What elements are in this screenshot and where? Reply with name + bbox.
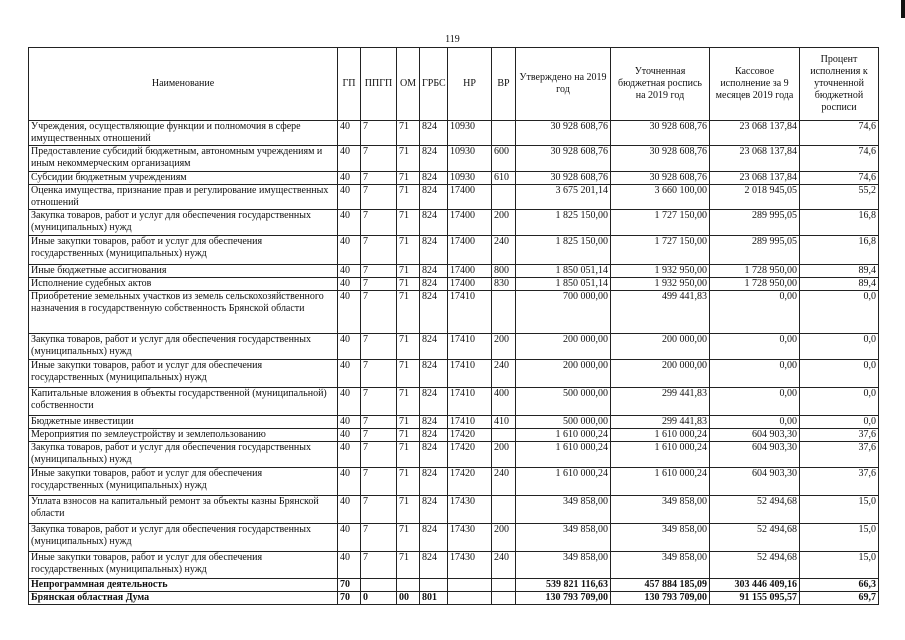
cell-vr: 200 (492, 210, 516, 236)
header-percent: Процент исполнения к уточненной бюджетной росписи (800, 48, 879, 121)
cell-name: Учреждения, осуществляющие функции и полномочия в сфере имущественных отношений (29, 121, 338, 146)
cell-ppgp: 7 (361, 146, 397, 172)
cell-name: Иные закупки товаров, работ и услуг для обеспечения государственных (муниципальных) нужд (29, 552, 338, 579)
cell-approved: 1 825 150,00 (516, 236, 611, 265)
cell-percent: 74,6 (800, 172, 879, 185)
header-name: Наименование (29, 48, 338, 121)
cell-grbs (420, 579, 448, 592)
cell-percent: 69,7 (800, 592, 879, 605)
cell-name: Капитальные вложения в объекты государственной (муниципальной) собственности (29, 388, 338, 416)
cell-approved: 3 675 201,14 (516, 185, 611, 210)
cell-nr: 17430 (448, 552, 492, 579)
cell-nr: 10930 (448, 172, 492, 185)
cell-cash: 604 903,30 (710, 442, 800, 468)
cell-percent: 37,6 (800, 429, 879, 442)
cell-name: Брянская областная Дума (29, 592, 338, 605)
cell-nr: 17400 (448, 265, 492, 278)
cell-percent: 0,0 (800, 416, 879, 429)
cell-ppgp: 7 (361, 278, 397, 291)
cell-vr (492, 579, 516, 592)
cell-cash: 0,00 (710, 388, 800, 416)
cell-refined: 1 727 150,00 (611, 236, 710, 265)
cell-gp: 40 (338, 388, 361, 416)
cell-nr: 17410 (448, 360, 492, 388)
cell-grbs: 824 (420, 360, 448, 388)
cell-nr: 17420 (448, 442, 492, 468)
cell-om: 71 (397, 236, 420, 265)
cell-name: Закупка товаров, работ и услуг для обеспечения государственных (муниципальных) нужд (29, 524, 338, 552)
cell-cash: 1 728 950,00 (710, 278, 800, 291)
cell-cash: 52 494,68 (710, 552, 800, 579)
table-row (29, 579, 879, 592)
cell-nr: 17400 (448, 210, 492, 236)
cell-om: 71 (397, 291, 420, 334)
cell-gp: 40 (338, 524, 361, 552)
cell-approved: 200 000,00 (516, 334, 611, 360)
cell-om: 71 (397, 496, 420, 524)
cell-ppgp: 7 (361, 552, 397, 579)
cell-om: 71 (397, 121, 420, 146)
cell-percent: 74,6 (800, 146, 879, 172)
cell-ppgp: 7 (361, 416, 397, 429)
cell-grbs: 824 (420, 334, 448, 360)
cell-vr: 240 (492, 236, 516, 265)
cell-percent: 0,0 (800, 291, 879, 334)
cell-name: Закупка товаров, работ и услуг для обеспечения государственных (муниципальных) нужд (29, 210, 338, 236)
cell-nr (448, 579, 492, 592)
cell-ppgp: 7 (361, 524, 397, 552)
cell-percent: 0,0 (800, 334, 879, 360)
table-row (29, 121, 879, 146)
cell-grbs: 824 (420, 429, 448, 442)
cell-approved: 1 610 000,24 (516, 468, 611, 496)
cell-name: Приобретение земельных участков из земель сельскохозяйственного назначения в государственную собственность Брянской области (29, 291, 338, 334)
cell-percent: 89,4 (800, 278, 879, 291)
cell-om: 71 (397, 185, 420, 210)
cell-name: Непрограммная деятельность (29, 579, 338, 592)
table-row (29, 496, 879, 524)
cell-refined: 1 932 950,00 (611, 278, 710, 291)
cell-cash: 23 068 137,84 (710, 172, 800, 185)
cell-cash: 0,00 (710, 360, 800, 388)
cell-name: Предоставление субсидий бюджетным, автономным учреждениям и иным некоммерческим организациям (29, 146, 338, 172)
cell-refined: 299 441,83 (611, 388, 710, 416)
table-row (29, 416, 879, 429)
cell-gp: 40 (338, 442, 361, 468)
cell-gp: 40 (338, 496, 361, 524)
cell-om: 71 (397, 146, 420, 172)
table-row (29, 236, 879, 265)
cell-nr (448, 592, 492, 605)
cell-cash: 604 903,30 (710, 429, 800, 442)
cell-percent: 37,6 (800, 442, 879, 468)
cell-om: 71 (397, 468, 420, 496)
cell-vr: 240 (492, 468, 516, 496)
cell-gp: 40 (338, 416, 361, 429)
cell-percent: 66,3 (800, 579, 879, 592)
cell-cash: 0,00 (710, 291, 800, 334)
cell-ppgp: 7 (361, 442, 397, 468)
cell-gp: 40 (338, 468, 361, 496)
cell-vr: 610 (492, 172, 516, 185)
cell-gp: 40 (338, 121, 361, 146)
cell-name: Оценка имущества, признание прав и регулирование имущественных отношений (29, 185, 338, 210)
cell-gp: 40 (338, 334, 361, 360)
budget-table (28, 47, 879, 605)
cell-approved: 1 850 051,14 (516, 278, 611, 291)
cell-gp: 40 (338, 146, 361, 172)
cell-grbs: 824 (420, 185, 448, 210)
cell-om: 71 (397, 524, 420, 552)
cell-om: 71 (397, 416, 420, 429)
cell-nr: 17400 (448, 185, 492, 210)
cell-refined: 1 932 950,00 (611, 265, 710, 278)
cell-gp: 40 (338, 236, 361, 265)
cell-ppgp (361, 579, 397, 592)
cell-refined: 299 441,83 (611, 416, 710, 429)
cell-vr (492, 291, 516, 334)
cell-refined: 30 928 608,76 (611, 172, 710, 185)
cell-vr (492, 592, 516, 605)
cell-ppgp: 7 (361, 468, 397, 496)
cell-vr: 830 (492, 278, 516, 291)
cell-percent: 37,6 (800, 468, 879, 496)
header-om: ОМ (397, 48, 420, 121)
cell-grbs: 824 (420, 210, 448, 236)
cell-om: 71 (397, 552, 420, 579)
cell-om: 71 (397, 172, 420, 185)
cell-ppgp: 7 (361, 121, 397, 146)
cell-approved: 349 858,00 (516, 552, 611, 579)
cell-cash: 52 494,68 (710, 496, 800, 524)
table-row (29, 278, 879, 291)
cell-gp: 40 (338, 185, 361, 210)
cell-refined: 1 727 150,00 (611, 210, 710, 236)
cell-cash: 23 068 137,84 (710, 121, 800, 146)
header-vr: ВР (492, 48, 516, 121)
cell-refined: 30 928 608,76 (611, 121, 710, 146)
cell-om: 71 (397, 210, 420, 236)
cell-nr: 10930 (448, 121, 492, 146)
header-gp: ГП (338, 48, 361, 121)
cell-grbs: 824 (420, 524, 448, 552)
table-row (29, 210, 879, 236)
cell-percent: 55,2 (800, 185, 879, 210)
cell-ppgp: 7 (361, 172, 397, 185)
cell-refined: 30 928 608,76 (611, 146, 710, 172)
table-row (29, 185, 879, 210)
table-row (29, 291, 879, 334)
cell-gp: 70 (338, 579, 361, 592)
cell-cash: 289 995,05 (710, 210, 800, 236)
cell-refined: 1 610 000,24 (611, 429, 710, 442)
cell-gp: 40 (338, 265, 361, 278)
cell-nr: 17410 (448, 388, 492, 416)
cell-ppgp: 0 (361, 592, 397, 605)
cell-gp: 40 (338, 278, 361, 291)
cell-approved: 349 858,00 (516, 524, 611, 552)
cell-grbs: 824 (420, 388, 448, 416)
cell-name: Иные закупки товаров, работ и услуг для обеспечения государственных (муниципальных) нужд (29, 236, 338, 265)
cell-grbs: 824 (420, 146, 448, 172)
cell-om (397, 579, 420, 592)
table-row (29, 442, 879, 468)
cell-ppgp: 7 (361, 265, 397, 278)
cell-percent: 0,0 (800, 388, 879, 416)
cell-refined: 3 660 100,00 (611, 185, 710, 210)
table-row (29, 388, 879, 416)
cell-name: Закупка товаров, работ и услуг для обеспечения государственных (муниципальных) нужд (29, 442, 338, 468)
cell-nr: 17430 (448, 524, 492, 552)
cell-percent: 16,8 (800, 210, 879, 236)
cell-nr: 17420 (448, 429, 492, 442)
cell-nr: 17410 (448, 334, 492, 360)
table-body (29, 121, 879, 605)
cell-vr: 200 (492, 442, 516, 468)
table-row (29, 334, 879, 360)
cell-grbs: 824 (420, 236, 448, 265)
header-refined: Уточненная бюджетная роспись на 2019 год (611, 48, 710, 121)
cell-name: Бюджетные инвестиции (29, 416, 338, 429)
cell-approved: 349 858,00 (516, 496, 611, 524)
cell-grbs: 824 (420, 121, 448, 146)
cell-percent: 74,6 (800, 121, 879, 146)
cell-cash: 604 903,30 (710, 468, 800, 496)
table-row (29, 524, 879, 552)
cell-name: Иные закупки товаров, работ и услуг для обеспечения государственных (муниципальных) нужд (29, 468, 338, 496)
cell-refined: 349 858,00 (611, 524, 710, 552)
corner-mark (901, 0, 905, 18)
header-cash: Кассовое исполнение за 9 месяцев 2019 года (710, 48, 800, 121)
cell-cash: 1 728 950,00 (710, 265, 800, 278)
cell-refined: 457 884 185,09 (611, 579, 710, 592)
table-row (29, 172, 879, 185)
cell-om: 71 (397, 442, 420, 468)
cell-vr: 200 (492, 334, 516, 360)
cell-percent: 0,0 (800, 360, 879, 388)
cell-gp: 40 (338, 172, 361, 185)
cell-om: 71 (397, 265, 420, 278)
cell-approved: 30 928 608,76 (516, 146, 611, 172)
table-row (29, 265, 879, 278)
cell-grbs: 824 (420, 278, 448, 291)
cell-vr (492, 429, 516, 442)
cell-refined: 200 000,00 (611, 360, 710, 388)
cell-ppgp: 7 (361, 388, 397, 416)
table-row (29, 146, 879, 172)
cell-vr: 240 (492, 552, 516, 579)
cell-nr: 17410 (448, 291, 492, 334)
cell-gp: 40 (338, 429, 361, 442)
cell-vr (492, 121, 516, 146)
header-grbs: ГРБС (420, 48, 448, 121)
cell-nr: 17430 (448, 496, 492, 524)
cell-refined: 1 610 000,24 (611, 468, 710, 496)
cell-om: 00 (397, 592, 420, 605)
cell-grbs: 824 (420, 291, 448, 334)
cell-approved: 500 000,00 (516, 416, 611, 429)
cell-grbs: 824 (420, 496, 448, 524)
cell-refined: 200 000,00 (611, 334, 710, 360)
cell-vr: 800 (492, 265, 516, 278)
cell-percent: 15,0 (800, 524, 879, 552)
cell-refined: 349 858,00 (611, 552, 710, 579)
cell-ppgp: 7 (361, 429, 397, 442)
cell-name: Исполнение судебных актов (29, 278, 338, 291)
cell-grbs: 801 (420, 592, 448, 605)
cell-om: 71 (397, 334, 420, 360)
cell-percent: 15,0 (800, 496, 879, 524)
cell-approved: 200 000,00 (516, 360, 611, 388)
cell-ppgp: 7 (361, 496, 397, 524)
cell-vr: 240 (492, 360, 516, 388)
cell-cash: 303 446 409,16 (710, 579, 800, 592)
cell-approved: 700 000,00 (516, 291, 611, 334)
cell-om: 71 (397, 429, 420, 442)
cell-cash: 289 995,05 (710, 236, 800, 265)
cell-percent: 16,8 (800, 236, 879, 265)
cell-cash: 0,00 (710, 334, 800, 360)
cell-vr: 600 (492, 146, 516, 172)
cell-name: Закупка товаров, работ и услуг для обеспечения государственных (муниципальных) нужд (29, 334, 338, 360)
cell-approved: 30 928 608,76 (516, 172, 611, 185)
cell-vr (492, 185, 516, 210)
cell-percent: 15,0 (800, 552, 879, 579)
cell-ppgp: 7 (361, 185, 397, 210)
cell-gp: 40 (338, 210, 361, 236)
cell-approved: 1 825 150,00 (516, 210, 611, 236)
cell-name: Иные бюджетные ассигнования (29, 265, 338, 278)
cell-approved: 30 928 608,76 (516, 121, 611, 146)
cell-name: Субсидии бюджетным учреждениям (29, 172, 338, 185)
cell-vr (492, 496, 516, 524)
cell-nr: 17410 (448, 416, 492, 429)
cell-approved: 500 000,00 (516, 388, 611, 416)
table-header-row (29, 48, 879, 121)
cell-grbs: 824 (420, 172, 448, 185)
cell-ppgp: 7 (361, 236, 397, 265)
cell-refined: 349 858,00 (611, 496, 710, 524)
cell-nr: 17400 (448, 278, 492, 291)
table-row (29, 429, 879, 442)
cell-gp: 40 (338, 552, 361, 579)
cell-approved: 130 793 709,00 (516, 592, 611, 605)
page-number: 119 (445, 34, 460, 45)
cell-approved: 539 821 116,63 (516, 579, 611, 592)
cell-cash: 2 018 945,05 (710, 185, 800, 210)
cell-grbs: 824 (420, 468, 448, 496)
cell-name: Иные закупки товаров, работ и услуг для обеспечения государственных (муниципальных) нужд (29, 360, 338, 388)
cell-vr: 200 (492, 524, 516, 552)
cell-grbs: 824 (420, 265, 448, 278)
cell-grbs: 824 (420, 416, 448, 429)
cell-ppgp: 7 (361, 210, 397, 236)
cell-refined: 130 793 709,00 (611, 592, 710, 605)
cell-nr: 17400 (448, 236, 492, 265)
cell-vr: 400 (492, 388, 516, 416)
cell-gp: 40 (338, 291, 361, 334)
cell-ppgp: 7 (361, 334, 397, 360)
cell-ppgp: 7 (361, 360, 397, 388)
table-row (29, 552, 879, 579)
cell-refined: 1 610 000,24 (611, 442, 710, 468)
header-ppgp: ППГП (361, 48, 397, 121)
cell-nr: 17420 (448, 468, 492, 496)
header-nr: НР (448, 48, 492, 121)
cell-om: 71 (397, 278, 420, 291)
cell-ppgp: 7 (361, 291, 397, 334)
cell-approved: 1 610 000,24 (516, 429, 611, 442)
cell-cash: 52 494,68 (710, 524, 800, 552)
cell-cash: 23 068 137,84 (710, 146, 800, 172)
table-row (29, 360, 879, 388)
cell-nr: 10930 (448, 146, 492, 172)
cell-gp: 70 (338, 592, 361, 605)
table-row (29, 592, 879, 605)
cell-name: Уплата взносов на капитальный ремонт за объекты казны Брянской области (29, 496, 338, 524)
cell-om: 71 (397, 360, 420, 388)
cell-vr: 410 (492, 416, 516, 429)
cell-grbs: 824 (420, 442, 448, 468)
cell-approved: 1 850 051,14 (516, 265, 611, 278)
cell-om: 71 (397, 388, 420, 416)
table-row (29, 468, 879, 496)
cell-gp: 40 (338, 360, 361, 388)
cell-percent: 89,4 (800, 265, 879, 278)
cell-grbs: 824 (420, 552, 448, 579)
cell-cash: 91 155 095,57 (710, 592, 800, 605)
cell-approved: 1 610 000,24 (516, 442, 611, 468)
cell-cash: 0,00 (710, 416, 800, 429)
cell-refined: 499 441,83 (611, 291, 710, 334)
header-approved: Утверждено на 2019 год (516, 48, 611, 121)
cell-name: Мероприятия по землеустройству и землепользованию (29, 429, 338, 442)
